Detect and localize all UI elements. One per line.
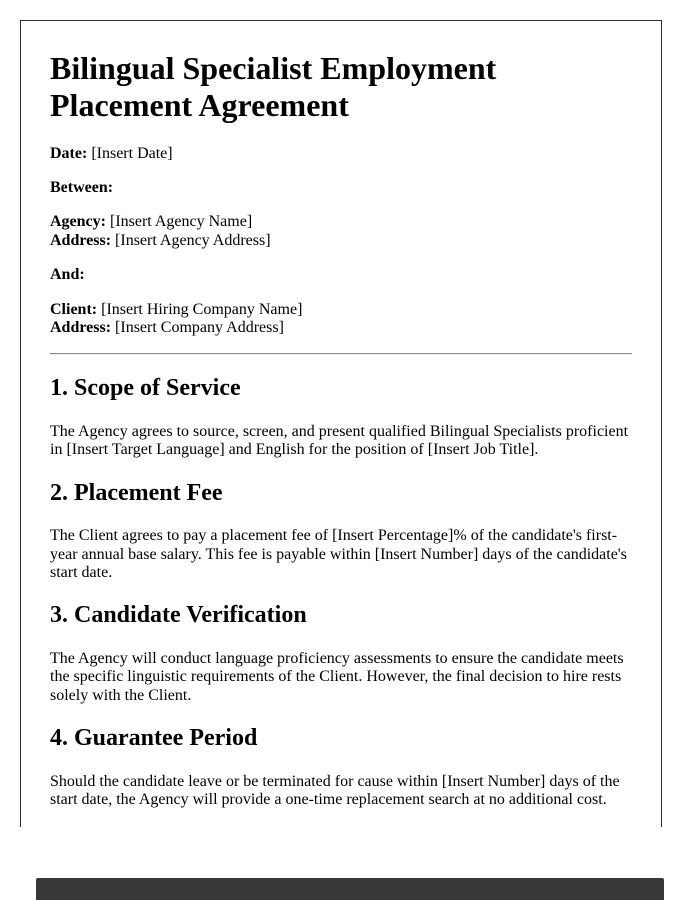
document-page	[20, 20, 662, 827]
client-address-value: [Insert Company Address]	[115, 318, 284, 336]
agency-label: Agency:	[50, 213, 106, 231]
section-divider	[50, 353, 632, 355]
section-placement-fee	[50, 480, 632, 583]
date-value: [Insert Date]	[91, 144, 173, 162]
agency-address-value: [Insert Agency Address]	[115, 231, 271, 249]
date-line	[50, 145, 632, 163]
section-scope-of-service	[50, 375, 632, 459]
section-heading: 4. Guarantee Period	[50, 725, 258, 752]
agency-block	[50, 213, 632, 250]
section-heading: 3. Candidate Verification	[50, 602, 307, 629]
section-heading: 2. Placement Fee	[50, 479, 223, 506]
section-body: The Agency agrees to source, screen, and present qualified Bilingual Specialists proficient in [Insert Target Language] and English for the position of [Insert Job Title].	[50, 422, 629, 459]
client-value: [Insert Hiring Company Name]	[101, 300, 303, 318]
agency-address-label: Address:	[50, 231, 112, 249]
between-label: Between:	[50, 178, 114, 196]
date-label: Date:	[50, 144, 88, 162]
client-label: Client:	[50, 300, 98, 318]
document-title: Bilingual Specialist Employment Placement Agreement	[50, 50, 497, 123]
next-page-edge	[36, 878, 664, 900]
section-body: The Agency will conduct language proficiency assessments to ensure the candidate meets the specific linguistic requirements of the Client. However, the final decision to hire rests solely with the Client.	[50, 650, 624, 704]
section-heading: 1. Scope of Service	[50, 375, 241, 402]
between-line	[50, 179, 632, 197]
section-body: The Client agrees to pay a placement fee of [Insert Percentage]% of the candidate's first-year annual base salary. This fee is payable within [Insert Number] days of the candidate's start date.	[50, 527, 627, 582]
client-address-label: Address:	[50, 318, 112, 336]
and-line	[50, 266, 632, 284]
agency-value: [Insert Agency Name]	[109, 213, 253, 231]
section-guarantee-period	[50, 725, 632, 809]
and-label: And:	[50, 266, 85, 284]
section-candidate-verification	[50, 602, 632, 705]
section-body: Should the candidate leave or be terminated for cause within [Insert Number] days of the start date, the Agency will provide a one-time replacement search at no additional cost.	[50, 772, 620, 809]
client-block	[50, 301, 632, 338]
